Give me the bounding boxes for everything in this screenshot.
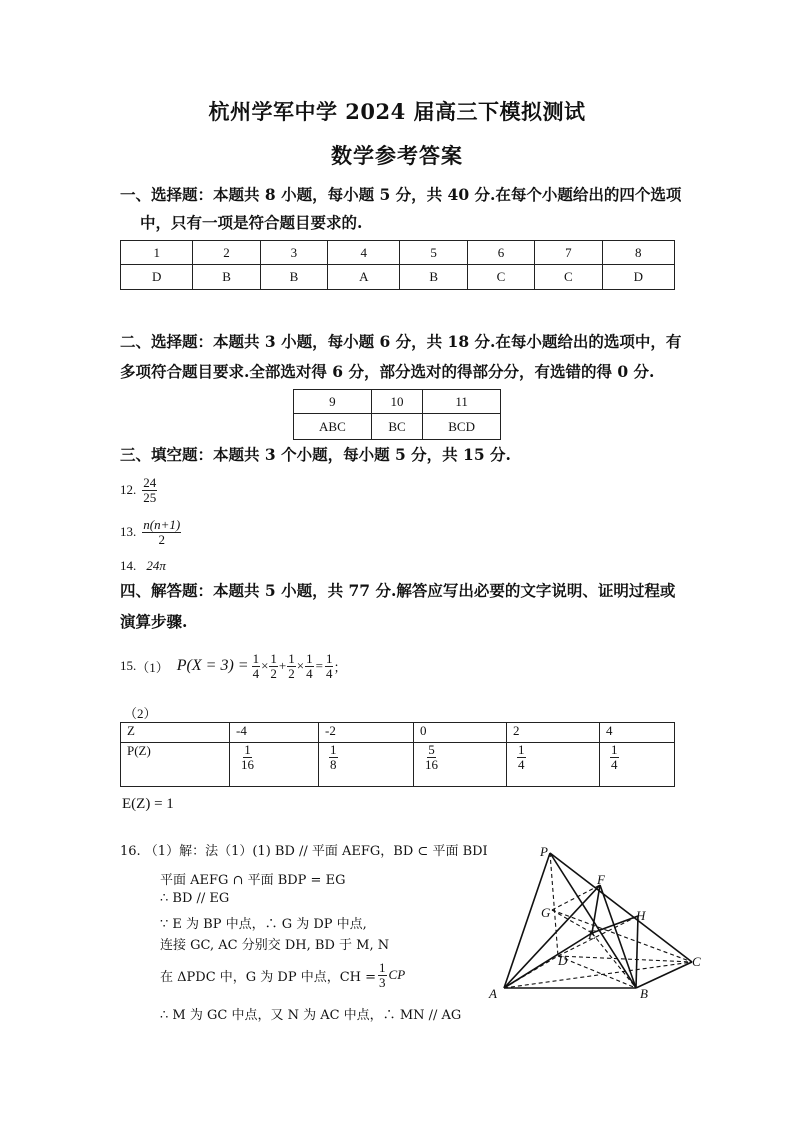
edge-hb <box>636 916 638 988</box>
q4-answer: A <box>328 265 400 290</box>
q15-times1: × <box>261 658 269 674</box>
section1-heading-line2: 中，只有一项是符合题目要求的. <box>140 213 363 232</box>
q16-line5 <box>160 961 405 989</box>
pz-4-num: 1 <box>518 742 525 757</box>
q15-label: 15. <box>120 658 137 674</box>
q6-answer: C <box>467 265 534 290</box>
section3-heading: 三、填空题：本题共 3 个小题，每小题 5 分，共 15 分. <box>120 445 511 464</box>
q3-answer: B <box>260 265 327 290</box>
exam-title: 杭州学军中学 2024 届高三下模拟测试 <box>208 99 586 124</box>
pz-cell-1 <box>230 743 319 787</box>
q16-line5-num: 1 <box>379 960 386 975</box>
q15-frac2-num: 1 <box>270 651 277 666</box>
q9-number: 9 <box>294 390 372 414</box>
q15-frac1-den: 4 <box>252 665 260 681</box>
q13-answer <box>120 518 181 546</box>
edge-dh <box>558 916 638 956</box>
edge-pa <box>504 853 550 988</box>
z-value-1: -4 <box>230 723 319 743</box>
q11-answer: BCD <box>423 414 501 440</box>
q13-numerator: n(n+1) <box>143 517 181 532</box>
vertex-label-c: C <box>692 954 701 969</box>
q16-line5-text: 在 ΔPDC 中，G 为 DP 中点，CH = <box>160 969 377 985</box>
q16-line3: ∵ E 为 BP 中点，∴ G 为 DP 中点, <box>160 917 367 932</box>
q3-number: 3 <box>260 241 327 265</box>
section1-number-row <box>121 241 675 265</box>
section1-answer-row <box>121 265 675 290</box>
q15-frac1-num: 1 <box>252 651 260 666</box>
q2-number: 2 <box>193 241 260 265</box>
section2-heading-line2: 多项符合题目要求.全部选对得 6 分，部分选对的得部分分，有选错的得 0 分. <box>120 362 655 381</box>
q15-part1-label: （1） <box>136 659 169 675</box>
section2-answer-row <box>294 414 501 440</box>
q15-frac2-den: 2 <box>270 665 277 681</box>
section1-answer-table <box>120 240 675 290</box>
q8-number: 8 <box>602 241 674 265</box>
section4-heading-line2: 演算步骤. <box>120 612 188 631</box>
q16-intro: 16. （1）解：法（1）(1) BD // 平面 AEFG，BD ⊂ 平面 BDI <box>120 844 488 859</box>
q10-number: 10 <box>371 390 422 414</box>
section2-number-row <box>294 390 501 414</box>
pz-4-den: 4 <box>518 756 525 772</box>
vertex-label-p: P <box>540 844 548 859</box>
pz-1-den: 16 <box>241 756 254 772</box>
q15-distribution-table <box>120 722 675 787</box>
q15-part1 <box>120 652 346 680</box>
z-header: Z <box>121 723 230 743</box>
q13-fraction <box>142 518 181 546</box>
q15-probability-expression: P(X = 3) = <box>176 657 249 675</box>
vertex-label-h: H <box>636 908 646 923</box>
section2-heading-line1: 二、选择题：本题共 3 小题，每小题 6 分，共 18 分.在每小题给出的选项中，有 <box>120 332 682 351</box>
q11-number: 11 <box>423 390 501 414</box>
edge-pd <box>550 853 558 956</box>
z-value-5: 4 <box>600 723 675 743</box>
q16-line2: ∴ BD // EG <box>160 891 230 906</box>
q15-frac4-num: 1 <box>306 651 313 666</box>
q15-part2-label: （2） <box>124 706 157 721</box>
section4-heading-line1: 四、解答题：本题共 5 小题，共 77 分.解答应写出必要的文字说明、证明过程或 <box>120 581 676 600</box>
q16-line5-den: 3 <box>379 974 386 990</box>
vertex-label-f: F <box>597 872 605 887</box>
z-value-4: 2 <box>507 723 600 743</box>
vertex-label-g: G <box>541 905 551 920</box>
q13-denominator: 2 <box>158 531 165 547</box>
q12-label: 12. <box>120 482 137 498</box>
z-value-3: 0 <box>414 723 507 743</box>
q15-frac3 <box>287 652 296 680</box>
q16-line5-fraction <box>378 961 387 989</box>
q6-number: 6 <box>467 241 534 265</box>
q5-number: 5 <box>400 241 467 265</box>
q2-answer: B <box>193 265 260 290</box>
q9-answer: ABC <box>294 414 372 440</box>
q16-line1: 平面 AEFG ∩ 平面 BDP = EG <box>160 873 346 888</box>
pz-2-den: 8 <box>330 756 337 772</box>
vertex-label-e: E <box>588 927 596 942</box>
pz-label: P(Z) <box>121 743 230 787</box>
q5-answer: B <box>400 265 467 290</box>
edge-ad <box>504 956 558 988</box>
q15-frac4-den: 4 <box>306 665 313 681</box>
q4-number: 4 <box>328 241 400 265</box>
q15-frac1 <box>252 652 261 680</box>
q8-answer: D <box>602 265 674 290</box>
vertex-label-b: B <box>640 986 648 1001</box>
vertex-label-a: A <box>489 986 497 1001</box>
q12-numerator: 24 <box>143 475 157 490</box>
edge-eh <box>592 916 638 933</box>
q12-fraction <box>142 476 157 504</box>
pz-3-num: 5 <box>428 742 435 757</box>
pz-cell-5 <box>600 743 675 787</box>
edge-gc <box>552 910 692 962</box>
q14-label: 14. <box>120 558 137 573</box>
q12-answer <box>120 476 157 504</box>
q15-equals: = <box>315 658 323 674</box>
pz-cell-3 <box>414 743 507 787</box>
q16-line6: ∴ M 为 GC 中点，又 N 为 AC 中点，∴ MN // AG <box>160 1008 462 1023</box>
pz-5-den: 4 <box>611 756 618 772</box>
pz-cell-4 <box>507 743 600 787</box>
q16-line4: 连接 GC, AC 分别交 DH, BD 于 M, N <box>160 938 390 953</box>
pyramid-figure <box>484 838 706 1006</box>
pz-2-num: 1 <box>330 742 337 757</box>
q16-line5-cp: CP <box>388 967 406 983</box>
edge-gf <box>552 885 600 910</box>
pz-1-num: 1 <box>244 742 251 757</box>
vertex-label-d: D <box>558 953 568 968</box>
q15-expectation: E(Z) = 1 <box>122 796 174 812</box>
section2-answer-table <box>293 389 501 440</box>
q15-frac4 <box>305 652 314 680</box>
section1-heading-line1: 一、选择题：本题共 8 小题，每小题 5 分，共 40 分.在每个小题给出的四个选项 <box>120 185 682 204</box>
q10-answer: BC <box>371 414 422 440</box>
edge-db <box>558 956 636 988</box>
q15-frac5-den: 4 <box>325 665 333 681</box>
q1-answer: D <box>121 265 193 290</box>
q14-answer <box>120 558 166 574</box>
q15-frac2 <box>269 652 278 680</box>
q15-plus: + <box>278 658 287 674</box>
distribution-header-row <box>121 723 675 743</box>
pz-cell-2 <box>319 743 414 787</box>
q12-denominator: 25 <box>143 489 157 505</box>
q15-times2: × <box>296 658 305 674</box>
q15-frac3-den: 2 <box>288 665 295 681</box>
distribution-probability-row <box>121 743 675 787</box>
q13-label: 13. <box>120 524 137 540</box>
q1-number: 1 <box>121 241 193 265</box>
q15-frac5-num: 1 <box>325 651 333 666</box>
pz-5-num: 1 <box>611 742 618 757</box>
q15-frac5 <box>325 652 334 680</box>
q15-semicolon: ； <box>333 659 347 675</box>
pz-3-den: 16 <box>425 756 438 772</box>
q14-value: 24π <box>146 558 166 573</box>
q7-number: 7 <box>535 241 602 265</box>
q7-answer: C <box>535 265 602 290</box>
exam-subtitle: 数学参考答案 <box>331 143 463 168</box>
edge-eb <box>592 933 636 988</box>
q15-frac3-num: 1 <box>288 651 295 666</box>
z-value-2: -2 <box>319 723 414 743</box>
